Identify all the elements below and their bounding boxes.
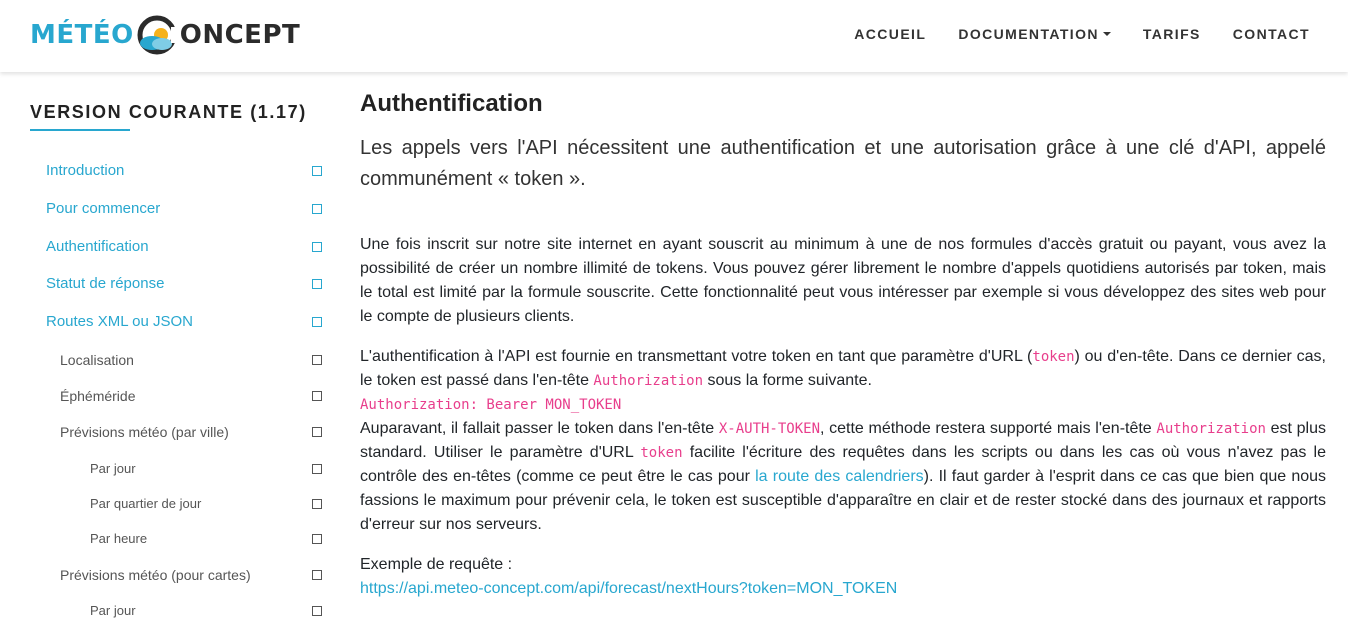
logo-text-concept: ONCEPT: [179, 20, 301, 50]
link-route-calendriers[interactable]: la route des calendriers: [755, 468, 924, 485]
sidebar-item-label: Par quartier de jour: [90, 496, 202, 511]
caret-down-icon: [1103, 32, 1111, 36]
sidebar-item-label: Statut de réponse: [46, 275, 165, 292]
docs-sidebar: [30, 72, 330, 624]
code-token: token: [1032, 349, 1075, 365]
square-icon: [312, 391, 322, 401]
sidebar-item-localisation[interactable]: [30, 352, 322, 368]
text-segment: ) ou d'en-tête. Dans ce dernier cas, le token est passé dans l'en-tête: [360, 348, 1326, 389]
page-title: Authentification: [360, 90, 543, 117]
square-icon: [312, 204, 322, 214]
nav-tarifs[interactable]: [1143, 26, 1201, 42]
nav-documentation-dropdown[interactable]: [958, 26, 1111, 42]
sidebar-item-routes-xml-json[interactable]: [30, 313, 322, 330]
square-icon: [312, 279, 322, 289]
nav-contact[interactable]: [1233, 26, 1310, 42]
sidebar-item-introduction[interactable]: [30, 162, 322, 179]
square-icon: [312, 242, 322, 252]
text-segment: ). Il faut garder à l'esprit dans ce cas que bien que nous fassions le maximum pour prévenir cela, le token est susceptible d'apparaître en clair et de rester stocké dans des journaux et rapports d'erreur sur nos serveurs.: [360, 468, 1327, 533]
sidebar-item-label: Éphéméride: [60, 388, 136, 404]
sidebar-item-label: Localisation: [60, 352, 134, 368]
sidebar-item-previsions-par-ville[interactable]: [30, 424, 322, 440]
square-icon: [312, 317, 322, 327]
lead-paragraph: Les appels vers l'API nécessitent une authentification et une autorisation grâce à une clé d'API, appelé communément « token ».: [360, 137, 1326, 190]
sidebar-item-label: Par jour: [90, 461, 136, 476]
nav-accueil[interactable]: [854, 26, 926, 42]
sidebar-item-label: Prévisions météo (pour cartes): [60, 567, 251, 583]
example-request-link[interactable]: https://api.meteo-concept.com/api/forecast/nextHours?token=MON_TOKEN: [360, 580, 898, 597]
sidebar-title: VERSION COURANTE (1.17): [30, 102, 307, 122]
square-icon: [312, 606, 322, 616]
square-icon: [312, 570, 322, 580]
square-icon: [312, 427, 322, 437]
sidebar-item-previsions-pour-cartes[interactable]: [30, 567, 322, 583]
square-icon: [312, 534, 322, 544]
sidebar-item-label: Routes XML ou JSON: [46, 313, 194, 330]
sidebar-item-label: Prévisions météo (par ville): [60, 424, 229, 440]
site-header: [0, 0, 1348, 72]
sidebar-item-label: Introduction: [46, 162, 125, 179]
nav-tarifs-label: TARIFS: [1142, 26, 1201, 42]
text-segment: est plus standard. Utiliser le paramètre d'URL: [360, 420, 1327, 461]
auth-paragraph: [360, 345, 1326, 537]
sidebar-item-label: Authentification: [46, 238, 149, 255]
code-authorization: Authorization: [593, 373, 703, 389]
square-icon: [312, 166, 322, 176]
sidebar-item-par-jour[interactable]: [30, 461, 322, 476]
site-logo[interactable]: [30, 12, 300, 58]
nav-accueil-label: ACCUEIL: [854, 26, 927, 42]
text-segment: , cette méthode restera supporté mais l'en-tête: [820, 420, 1157, 437]
text-segment: Auparavant, il fallait passer le token dans l'en-tête: [360, 420, 719, 437]
code-x-auth-token: X-AUTH-TOKEN: [718, 421, 821, 437]
sidebar-item-authentification[interactable]: [30, 238, 322, 255]
square-icon: [312, 464, 322, 474]
example-block: [360, 553, 1326, 601]
logo-text-meteo: MÉTÉO: [30, 20, 134, 50]
sidebar-item-pour-commencer[interactable]: [30, 200, 322, 217]
code-token: token: [640, 445, 683, 461]
example-label: Exemple de requête :: [360, 556, 513, 573]
main-nav: [822, 0, 1310, 68]
sun-cloud-logo-icon: [135, 13, 179, 57]
square-icon: [312, 499, 322, 509]
text-segment: facilite l'écriture des requêtes dans les scripts ou dans les cas où vous n'avez pas le contrôle des en-têtes (comme ce peut être le cas pour: [360, 444, 1326, 485]
code-bearer-example: Authorization: Bearer MON_TOKEN: [360, 397, 622, 413]
sidebar-item-par-quartier-de-jour[interactable]: [30, 496, 322, 511]
sidebar-item-ephemeride[interactable]: [30, 388, 322, 404]
square-icon: [312, 355, 322, 365]
sidebar-item-label: Pour commencer: [46, 200, 161, 217]
text-segment: sous la forme suivante.: [703, 372, 872, 389]
sidebar-item-cartes-par-jour[interactable]: [30, 603, 322, 618]
nav-documentation-label: DOCUMENTATION: [958, 26, 1099, 42]
code-authorization: Authorization: [1156, 421, 1266, 437]
sidebar-title-underline: [30, 129, 130, 131]
sidebar-item-label: Par heure: [90, 531, 148, 546]
intro-paragraph: Une fois inscrit sur notre site internet en ayant souscrit au minimum à une de nos formules d'accès gratuit ou payant, vous avez la possibilité de créer un nombre illimité de tokens. Vous pouvez gérer librement le nombre d'appels quotidiens autorisés par token, mais le total est limité par la formule souscrite. Cette fonctionnalité peut vous intéresser par exemple si vous développez des sites web pour le compte de plusieurs clients.: [360, 236, 1326, 325]
sidebar-item-label: Par jour: [90, 603, 136, 618]
nav-contact-label: CONTACT: [1232, 26, 1310, 42]
sidebar-item-par-heure[interactable]: [30, 531, 322, 546]
sidebar-item-statut-reponse[interactable]: [30, 275, 322, 292]
text-segment: L'authentification à l'API est fournie en transmettant votre token en tant que paramètre d'URL (: [360, 348, 1033, 365]
